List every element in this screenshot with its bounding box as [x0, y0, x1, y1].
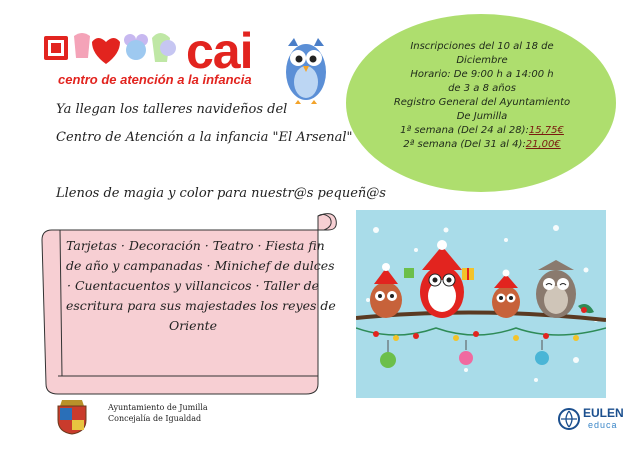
owl-icon — [284, 36, 328, 106]
intro-line-1: Ya llegan los talleres navideños del — [56, 102, 288, 117]
info-line: Inscripciones del 10 al 18 de — [410, 41, 554, 52]
partner-name: EULEN — [583, 406, 624, 420]
info-line: Registro General del Ayuntamiento — [393, 97, 571, 108]
intro-line-2: Centro de Atención a la infancia "El Arsenal" — [56, 130, 353, 145]
week2-price-line — [372, 138, 592, 152]
week1-label: 1ª semana (Del 24 al 28): — [400, 125, 529, 136]
info-line: Horario: De 9:00 h a 14:00 h — [410, 69, 554, 80]
council-signature — [108, 402, 208, 424]
info-line: De Jumilla — [456, 111, 508, 122]
activities-list — [66, 236, 336, 336]
cai-logo-text: cai — [186, 23, 253, 79]
eulen-globe-icon — [558, 408, 580, 430]
activities-line: · Cuentacuentos y villancicos · Taller de — [67, 278, 319, 293]
activities-line: Oriente — [168, 318, 218, 333]
partner-subtitle: educa — [588, 420, 618, 430]
intro-line-3: Llenos de magia y color para nuestr@s pequeñ@s — [56, 186, 386, 201]
activities-line: escritura para sus majestades los reyes de — [66, 298, 336, 313]
coat-of-arms-icon — [52, 396, 92, 436]
week2-label: 2ª semana (Del 31 al 4): — [403, 139, 526, 150]
week1-price-line — [372, 124, 592, 138]
activities-line: de año y campanadas · Minichef de dulces — [66, 258, 335, 273]
registration-info — [372, 40, 592, 152]
week1-price: 15,75€ — [528, 125, 564, 136]
council-department: Concejalía de Igualdad — [108, 414, 202, 423]
info-line: de 3 a 8 años — [448, 83, 516, 94]
activities-line: Tarjetas · Decoración · Teatro · Fiesta fin — [66, 238, 325, 253]
cai-logo-subtitle: centro de atención a la infancia — [58, 72, 252, 87]
info-line: Diciembre — [456, 55, 508, 66]
christmas-owls-picture — [356, 210, 606, 398]
council-name: Ayuntamiento de Jumilla — [108, 403, 208, 412]
week2-price: 21,00€ — [525, 139, 561, 150]
